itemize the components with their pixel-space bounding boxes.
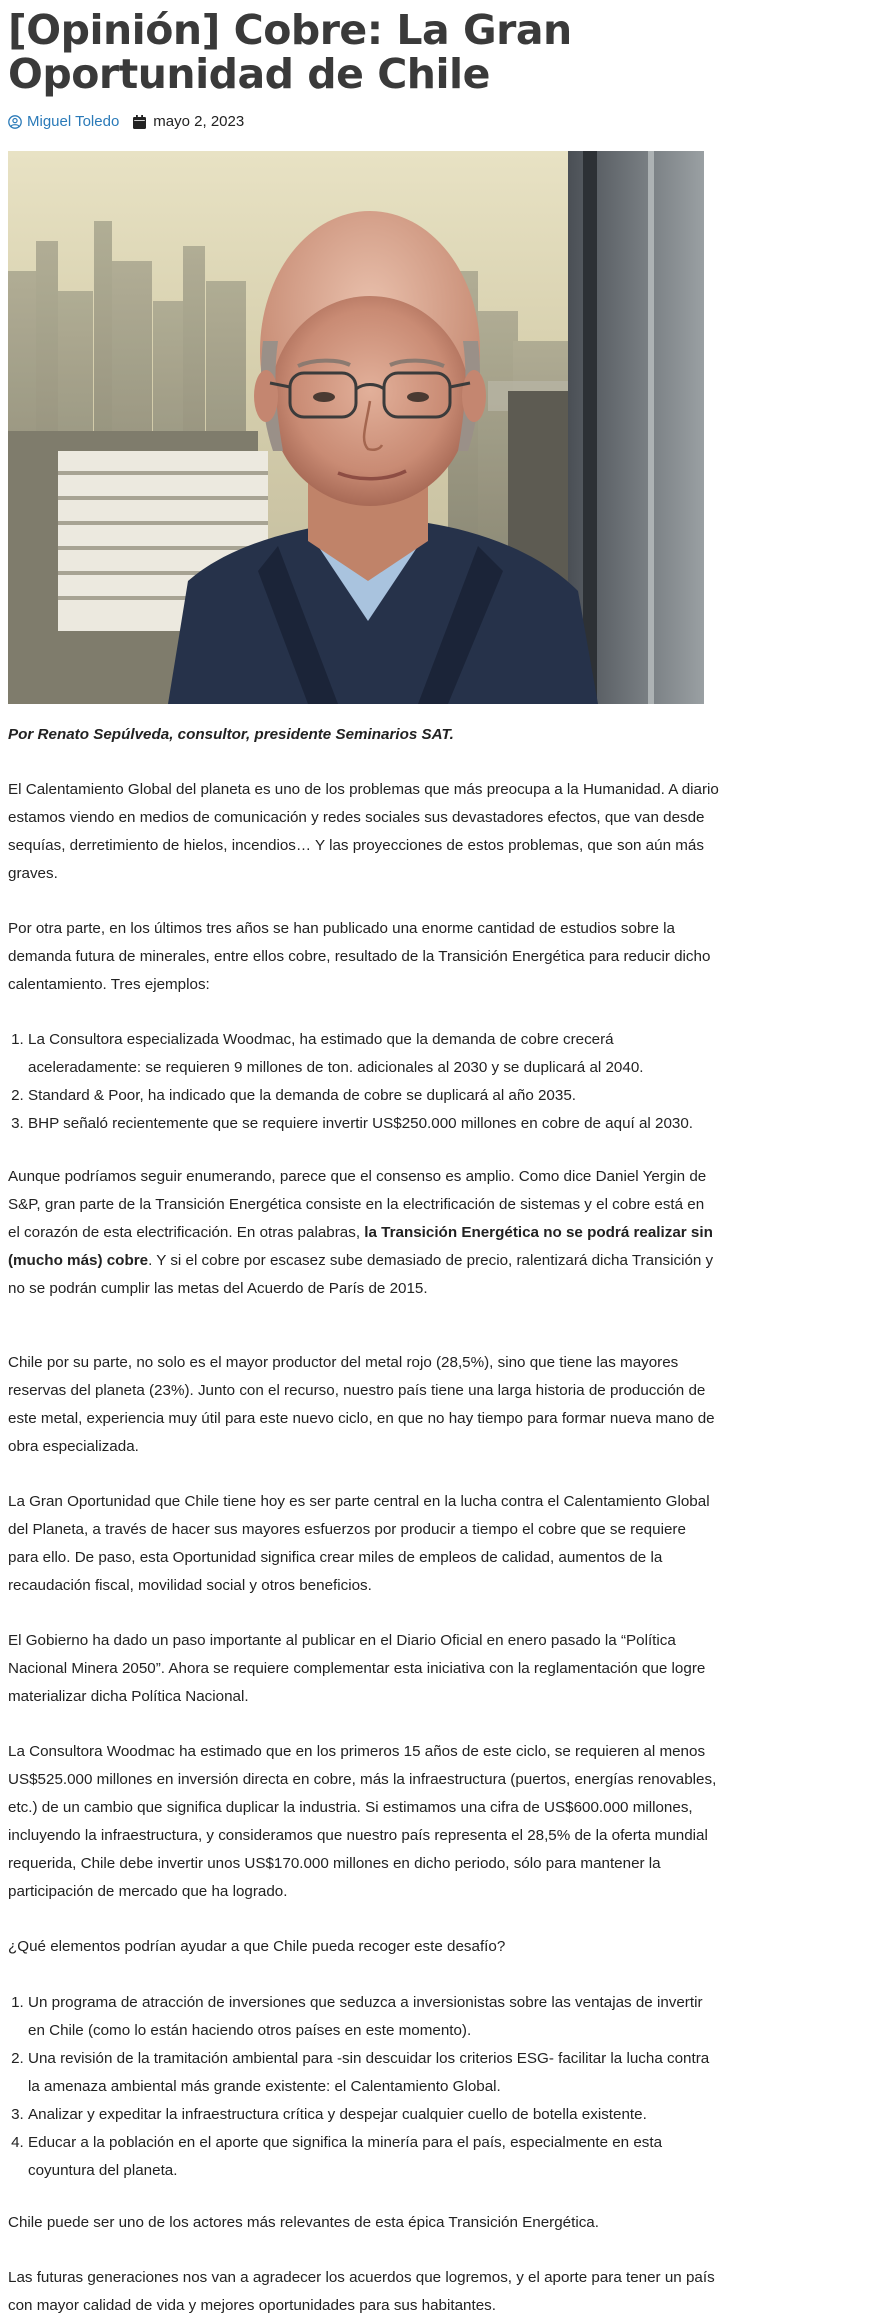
paragraph: ¿Qué elementos podrían ayudar a que Chile pueda recoger este desafío? bbox=[8, 1938, 506, 1955]
article-meta bbox=[8, 112, 862, 132]
article-page bbox=[0, 8, 870, 2316]
author-name: Miguel Toledo bbox=[27, 113, 120, 130]
list-item: 4. Educar a la población en el aporte que significa la minería para el país, especialmente en esta coyuntura del planeta. bbox=[28, 2129, 720, 2185]
paragraph-text: Aunque podríamos seguir enumerando, parece que el consenso es amplio. Como dice Daniel Yergin de S&P, gran parte de la Transición Energética consiste en la electrificación de sistemas y el cobre está en el corazón de esta electrificación. En otras palabras, bbox=[8, 1168, 707, 1241]
featured-image bbox=[8, 151, 704, 704]
post-date bbox=[133, 112, 244, 132]
list-item: 1. Un programa de atracción de inversiones que seduzca a inversionistas sobre las ventajas de invertir en Chile (como lo están haciendo otros países en este momento). bbox=[28, 1989, 720, 2045]
examples-list bbox=[8, 1026, 720, 1138]
author-link[interactable] bbox=[8, 112, 119, 132]
paragraph: Las futuras generaciones nos van a agradecer los acuerdos que logremos, y el aporte para tener un país con mayor calidad de vida y mejores oportunidades para sus habitantes. bbox=[8, 2269, 715, 2314]
paragraph: Por otra parte, en los últimos tres años se han publicado una enorme cantidad de estudios sobre la demanda futura de minerales, entre ellos cobre, resultado de la Transición Energética para reducir dicho calentamiento. Tres ejemplos: bbox=[8, 920, 711, 993]
paragraph-emphasis: la Transición Energética no se podrá realizar sin (mucho más) cobre bbox=[8, 1224, 713, 1269]
paragraph: Chile puede ser uno de los actores más relevantes de esta épica Transición Energética. bbox=[8, 2214, 599, 2231]
paragraph bbox=[8, 1163, 720, 1303]
list-item: 2. Una revisión de la tramitación ambiental para -sin descuidar los criterios ESG- facilitar la lucha contra la amenaza ambiental más grande existente: el Calentamiento Global. bbox=[28, 2045, 720, 2101]
calendar-icon bbox=[133, 115, 146, 129]
list-item: 2. Standard & Poor, ha indicado que la demanda de cobre se duplicará al año 2035. bbox=[28, 1082, 720, 1110]
list-item: 1. La Consultora especializada Woodmac, ha estimado que la demanda de cobre crecerá aceleradamente: se requieren 9 millones de ton. adicionales al 2030 y se duplicará al 2040. bbox=[28, 1026, 720, 1082]
user-circle-icon bbox=[8, 115, 22, 129]
paragraph-text: . Y si el cobre por escasez sube demasiado de precio, ralentizará dicha Transición y no se podrán cumplir las metas del Acuerdo de París de 2015. bbox=[8, 1252, 714, 1297]
byline: Por Renato Sepúlveda, consultor, presidente Seminarios SAT. bbox=[8, 726, 454, 743]
article-body bbox=[8, 721, 720, 2320]
list-item: 3. Analizar y expeditar la infraestructura crítica y despejar cualquier cuello de botella existente. bbox=[28, 2101, 720, 2129]
paragraph: La Consultora Woodmac ha estimado que en los primeros 15 años de este ciclo, se requieren al menos US$525.000 millones en inversión directa en cobre, más la infraestructura (puertos, energías renovables, etc.) de un cambio que significa duplicar la industria. Si estimamos una cifra de US$600.000 millones, incluyendo la infraestructura, y consideramos que nuestro país representa el 28,5% de la oferta mundial requerida, Chile debe invertir unos US$170.000 millones en dicho periodo, sólo para mantener la participación de mercado que ha logrado. bbox=[8, 1743, 717, 1900]
paragraph: Chile por su parte, no solo es el mayor productor del metal rojo (28,5%), sino que tiene las mayores reservas del planeta (23%). Junto con el recurso, nuestro país tiene una larga historia de producción de este metal, experiencia muy útil para este nuevo ciclo, en que no hay tiempo para formar nueva mano de obra especializada. bbox=[8, 1354, 715, 1455]
post-date-text: mayo 2, 2023 bbox=[153, 113, 245, 130]
article-title: [Opinión] Cobre: La Gran Oportunidad de Chile bbox=[8, 6, 572, 98]
paragraph: El Calentamiento Global del planeta es uno de los problemas que más preocupa a la Humanidad. A diario estamos viendo en medios de comunicación y redes sociales sus devastadores efectos, que van desde sequías, derretimiento de hielos, incendios… Y las proyecciones de estos problemas, que son aún más graves. bbox=[8, 781, 719, 882]
proposals-list bbox=[8, 1989, 720, 2185]
paragraph: La Gran Oportunidad que Chile tiene hoy es ser parte central en la lucha contra el Calentamiento Global del Planeta, a través de hacer sus mayores esfuerzos por producir a tiempo el cobre que se requiere para ello. De paso, esta Oportunidad significa crear miles de empleos de calidad, aumentos de la recaudación fiscal, movilidad social y otros beneficios. bbox=[8, 1493, 710, 1594]
list-item: 3. BHP señaló recientemente que se requiere invertir US$250.000 millones en cobre de aquí al 2030. bbox=[28, 1110, 720, 1138]
paragraph: El Gobierno ha dado un paso importante al publicar en el Diario Oficial en enero pasado la “Política Nacional Minera 2050”. Ahora se requiere complementar esta iniciativa con la reglamentación que logre materializar dicha Política Nacional. bbox=[8, 1632, 706, 1705]
